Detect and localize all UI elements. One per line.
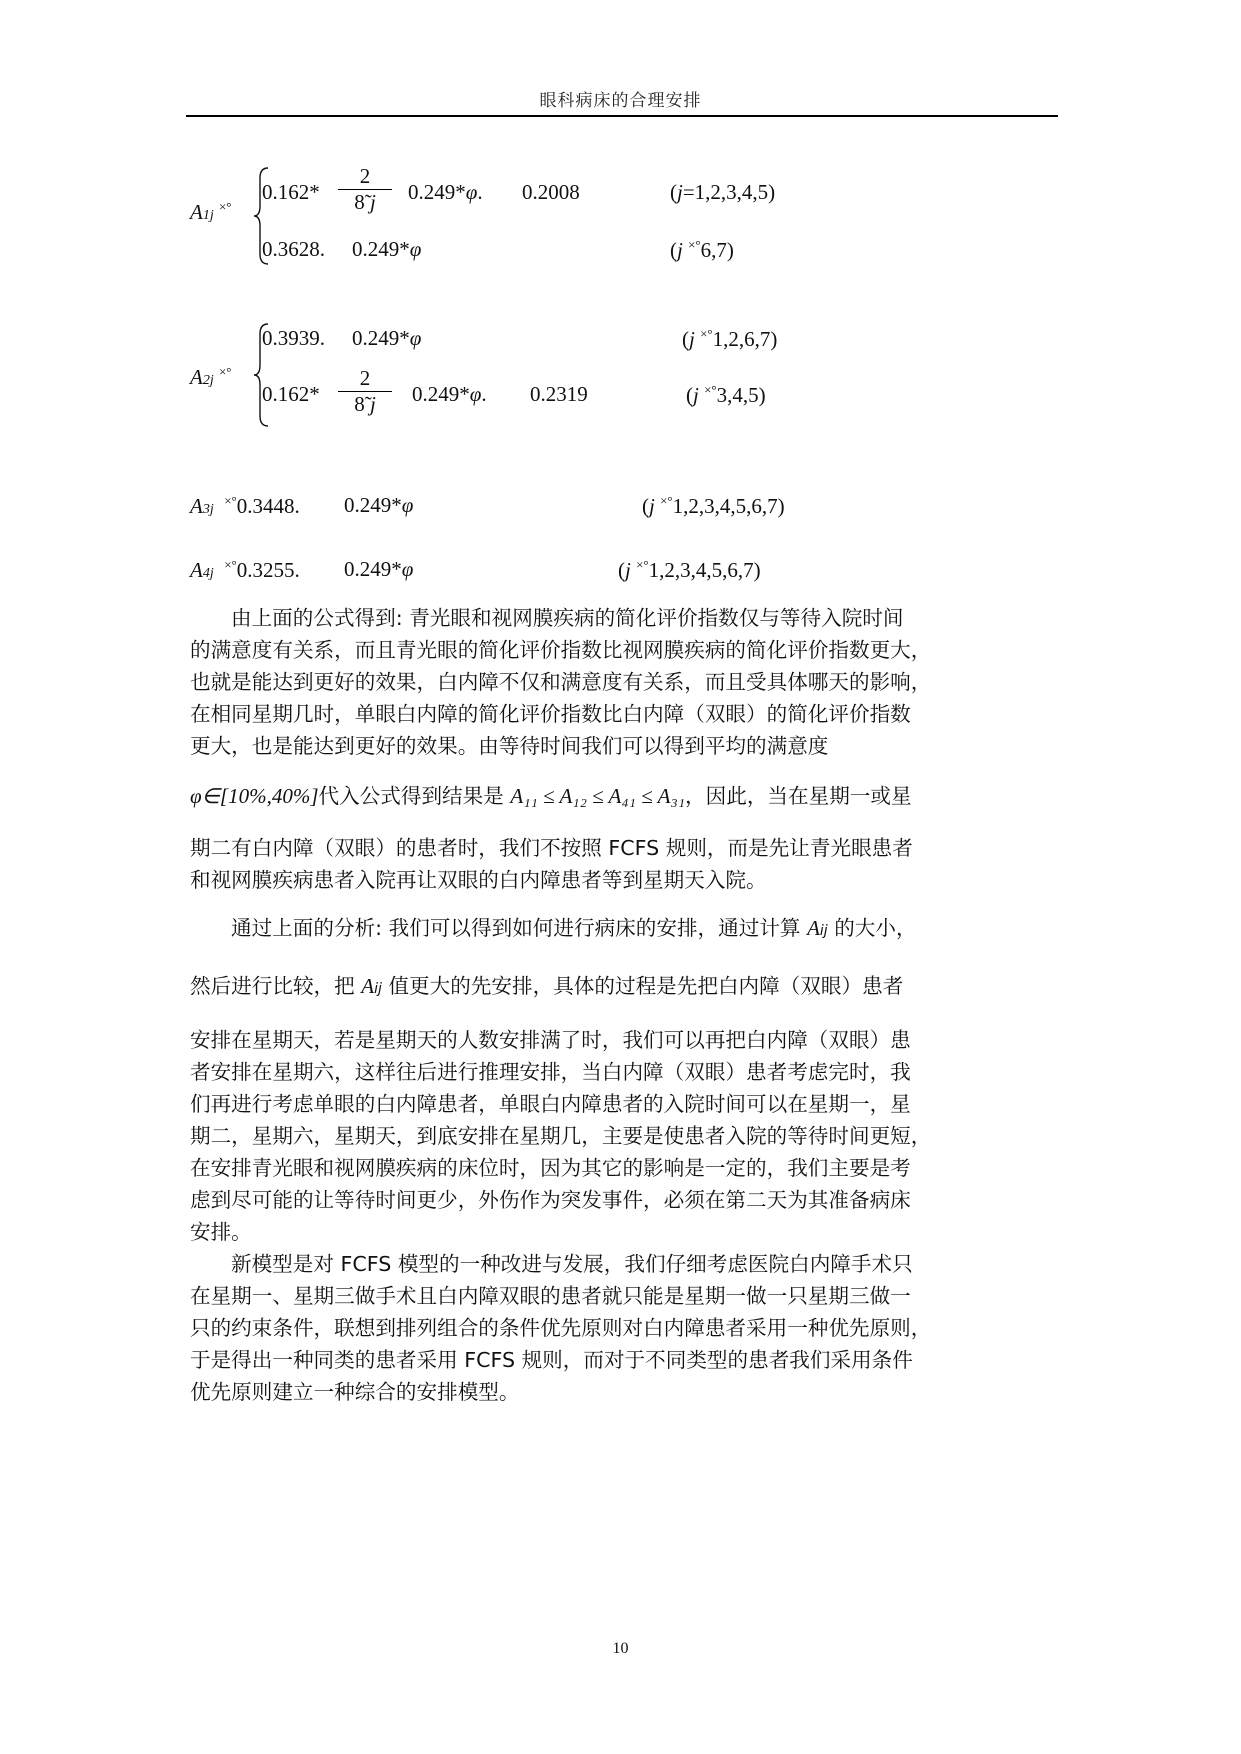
text-line: 然后进行比较，把 Aij 值更大的先安排，具体的过程是先把白内障（双眼）患者: [190, 974, 904, 998]
eq-a1-r1-star: *: [309, 180, 320, 204]
text-line: 只的约束条件，联想到排列组合的条件优先原则对白内障患者采用一种优先原则，: [190, 1316, 932, 1340]
eq-a1-frac: [338, 164, 392, 215]
paragraph-3: [190, 1248, 1052, 1408]
text-line: 优先原则建立一种综合的安排模型。: [190, 1380, 520, 1404]
eq-a2-row1: 0.3939.: [262, 326, 325, 350]
text-line: 也就是能达到更好的效果，白内障不仅和满意度有关系，而且受具体哪天的影响，: [190, 670, 932, 694]
text-line: 在安排青光眼和视网膜疾病的床位时，因为其它的影响是一定的，我们主要是考: [190, 1156, 911, 1180]
eq-a1-r1-mid: 0.249: [408, 180, 456, 204]
eq-a2-r2-tail: 0.2319: [530, 382, 588, 406]
eq-a2-row2: 0.162*: [262, 382, 320, 406]
page-number: 10: [612, 1640, 629, 1657]
eq-a1-frac-den: 8̃ j: [354, 190, 376, 214]
text-line: 安排。: [190, 1220, 252, 1244]
paragraph-1-cont: [190, 832, 1052, 896]
paragraph-2-cont: [190, 1024, 1052, 1248]
eq-a4-cond: (j ×°1,2,3,4,5,6,7): [618, 557, 761, 582]
eq-a1-frac-num: 2: [338, 164, 392, 190]
text-line: 在星期一、星期三做手术且白内障双眼的患者就只能是星期一做一只星期三做一: [190, 1284, 911, 1308]
eq-a3-cond: (j ×°1,2,3,4,5,6,7): [642, 493, 785, 518]
text-line: 的满意度有关系，而且青光眼的简化评价指数比视网膜疾病的简化评价指数更大，: [190, 638, 932, 662]
eq-a2-lhs: A2j ×°: [190, 364, 232, 389]
eq-a1-row2-b: 0.249*φ: [352, 237, 422, 261]
paragraph-2-l1: [190, 912, 1052, 947]
text-line: 期二，星期六，星期天，到底安排在星期几，主要是使患者入院的等待时间更短，: [190, 1124, 932, 1148]
eq-a2-row1-b: 0.249*φ: [352, 326, 422, 350]
eq-a3-b: 0.249*φ: [344, 493, 414, 517]
inequality-chain: A₁₁ ≤ A₁₂ ≤ A₄₁ ≤ A₃₁: [510, 784, 686, 808]
text-line: 们再进行考虑单眼的白内障患者，单眼白内障患者的入院时间可以在星期一，星: [190, 1092, 911, 1116]
eq-a1-r1-cond: (j=1,2,3,4,5): [670, 180, 776, 204]
text-line: 安排在星期天，若是星期天的人数安排满了时，我们可以再把白内障（双眼）患: [190, 1028, 911, 1052]
text-line: 虑到尽可能的让等待时间更少，外伤作为突发事件，必须在第二天为其准备病床: [190, 1188, 911, 1212]
eq-a4: A4j ×°0.3255.: [190, 557, 300, 582]
text-line: 者安排在星期六，这样往后进行推理安排，当白内障（双眼）患者考虑完时，我: [190, 1060, 911, 1084]
paragraph-1-math-line: [190, 780, 1052, 812]
eq-a1-lhs-var: A: [190, 200, 203, 224]
phi-range: φ∈[10%,40%]: [190, 784, 319, 808]
text-line: 通过上面的分析: 我们可以得到如何进行病床的安排，通过计算 Aij 的大小，: [231, 916, 917, 940]
eq-a1-row2: 0.3628.: [262, 237, 325, 261]
eq-a2-frac: $\frac{2}{8̃ j}$: [338, 366, 392, 417]
eq-a2-r1-cond: (j ×°1,2,6,7): [682, 326, 778, 351]
text-line: 由上面的公式得到: 青光眼和视网膜疾病的简化评价指数仅与等待入院时间: [231, 606, 904, 630]
eq-a1-row1: [262, 180, 320, 205]
header-rule: [186, 115, 1058, 117]
text-line: 新模型是对 FCFS 模型的一种改进与发展，我们仔细考虑医院白内障手术只: [231, 1252, 913, 1276]
text-line: 和视网膜疾病患者入院再让双眼的白内障患者等到星期天入院。: [190, 868, 767, 892]
paragraph-2-l2: [190, 970, 1052, 1005]
eq-a1-lhs-sub: 1j: [202, 208, 214, 223]
eq-a1-r1-c1: 0.162: [262, 180, 310, 204]
eq-a1-row1-b: 0.249*φ.: [408, 180, 483, 204]
paragraph-1: [190, 602, 1052, 762]
text-line: 于是得出一种同类的患者采用 FCFS 规则，而对于不同类型的患者我们采用条件: [190, 1348, 913, 1372]
eq-a2-row2-b: 0.249*φ.: [412, 382, 487, 406]
text-line: φ∈[10%,40%]代入公式得到结果是 A₁₁ ≤ A₁₂ ≤ A₄₁ ≤ A₃₁，因此，当在星期一或星: [190, 784, 912, 808]
text-line: 在相同星期几时，单眼白内障的简化评价指数比白内障（双眼）的简化评价指数: [190, 702, 911, 726]
eq-a1-r1-tail: 0.2008: [522, 180, 580, 204]
eq-a4-b: 0.249*φ: [344, 557, 414, 581]
eq-a3: A3j ×°0.3448.: [190, 493, 300, 518]
running-header: 眼科病床的合理安排: [539, 91, 702, 111]
eq-a1-rel: ×°: [218, 199, 232, 214]
eq-a1-lhs: [190, 199, 232, 225]
text-line: 期二有白内障（双眼）的患者时，我们不按照 FCFS 规则，而是先让青光眼患者: [190, 836, 913, 860]
eq-a1-r2-cond: (j ×°6,7): [670, 237, 734, 262]
text-line: 更大，也是能达到更好的效果。由等待时间我们可以得到平均的满意度: [190, 734, 829, 758]
eq-a1-r1-phi: φ: [465, 180, 478, 204]
eq-a2-r2-cond: (j ×°3,4,5): [686, 382, 766, 407]
